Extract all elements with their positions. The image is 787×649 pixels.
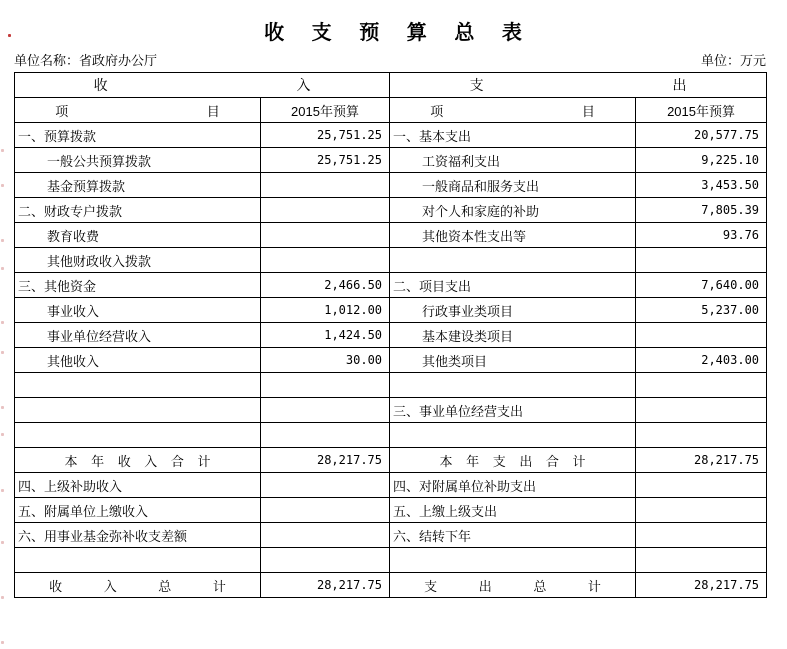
expense-value-cell[interactable]: 7,805.39 [636, 198, 767, 223]
table-row [15, 148, 767, 173]
income-value-cell[interactable] [261, 223, 390, 248]
expense-value-cell[interactable] [636, 248, 767, 273]
expense-item-cell[interactable]: 基本建设类项目 [390, 323, 636, 348]
table-body [15, 73, 767, 598]
table-row [15, 448, 767, 473]
table-row [15, 523, 767, 548]
income-item-cell[interactable]: 一、预算拨款 [15, 123, 261, 148]
income-value-cell[interactable] [261, 498, 390, 523]
expense-item-cell[interactable]: 二、项目支出 [390, 273, 636, 298]
table-row [15, 423, 767, 448]
expense-value-cell[interactable] [636, 498, 767, 523]
income-item-cell[interactable] [15, 373, 261, 398]
artifact-speck [1, 433, 4, 436]
income-item-cell[interactable] [15, 423, 261, 448]
artifact-speck [8, 34, 11, 37]
income-item-column-header: 项 目 [15, 98, 261, 123]
income-value-cell[interactable]: 1,012.00 [261, 298, 390, 323]
expense-value-cell[interactable] [636, 523, 767, 548]
income-item-cell[interactable]: 本 年 收 入 合 计 [15, 448, 261, 473]
table-row [15, 548, 767, 573]
income-value-cell[interactable] [261, 473, 390, 498]
income-value-cell[interactable]: 28,217.75 [261, 573, 390, 598]
expense-item-cell[interactable]: 其他资本性支出等 [390, 223, 636, 248]
expense-item-cell[interactable] [390, 423, 636, 448]
income-value-cell[interactable]: 25,751.25 [261, 123, 390, 148]
unit-of-measure-label: 单位：万元 [700, 53, 766, 68]
table-row [15, 573, 767, 598]
expense-item-cell[interactable]: 工资福利支出 [390, 148, 636, 173]
expense-value-cell[interactable]: 5,237.00 [636, 298, 767, 323]
expense-value-cell[interactable]: 7,640.00 [636, 273, 767, 298]
income-value-cell[interactable]: 2,466.50 [261, 273, 390, 298]
income-item-cell[interactable]: 收 入 总 计 [15, 573, 261, 598]
income-value-cell[interactable]: 25,751.25 [261, 148, 390, 173]
expense-item-cell[interactable] [390, 373, 636, 398]
income-value-cell[interactable] [261, 198, 390, 223]
table-row [15, 123, 767, 148]
expense-value-cell[interactable]: 28,217.75 [636, 448, 767, 473]
table-row [15, 373, 767, 398]
expense-value-cell[interactable]: 9,225.10 [636, 148, 767, 173]
artifact-speck [1, 267, 4, 270]
unit-name-label: 单位名称：省政府办公厅 [14, 53, 158, 68]
table-row [15, 198, 767, 223]
expense-item-cell[interactable] [390, 248, 636, 273]
table-row [15, 273, 767, 298]
income-item-cell[interactable]: 事业收入 [15, 298, 261, 323]
section-header-row [15, 73, 767, 98]
table-row [15, 298, 767, 323]
expense-value-cell[interactable]: 3,453.50 [636, 173, 767, 198]
artifact-speck [1, 351, 4, 354]
income-item-cell[interactable]: 二、财政专户拨款 [15, 198, 261, 223]
income-value-cell[interactable] [261, 523, 390, 548]
expense-value-cell[interactable]: 28,217.75 [636, 573, 767, 598]
table-row [15, 173, 767, 198]
expense-item-cell[interactable]: 对个人和家庭的补助 [390, 198, 636, 223]
expense-value-cell[interactable] [636, 323, 767, 348]
expense-item-cell[interactable]: 四、对附属单位补助支出 [390, 473, 636, 498]
expense-item-cell[interactable]: 支 出 总 计 [390, 573, 636, 598]
expense-value-cell[interactable] [636, 473, 767, 498]
income-value-cell[interactable] [261, 173, 390, 198]
subheader [14, 52, 766, 70]
expense-item-cell[interactable]: 行政事业类项目 [390, 298, 636, 323]
income-item-cell[interactable]: 教育收费 [15, 223, 261, 248]
income-item-cell[interactable]: 六、用事业基金弥补收支差额 [15, 523, 261, 548]
expense-item-cell[interactable]: 其他类项目 [390, 348, 636, 373]
artifact-speck [1, 149, 4, 152]
expense-item-cell[interactable] [390, 548, 636, 573]
income-value-cell[interactable]: 28,217.75 [261, 448, 390, 473]
income-item-cell[interactable]: 四、上级补助收入 [15, 473, 261, 498]
artifact-speck [1, 184, 4, 187]
expense-item-cell[interactable]: 六、结转下年 [390, 523, 636, 548]
artifact-speck [1, 406, 4, 409]
artifact-speck [1, 641, 4, 644]
table-row [15, 473, 767, 498]
table-row [15, 498, 767, 523]
artifact-speck [1, 596, 4, 599]
income-item-cell[interactable]: 事业单位经营收入 [15, 323, 261, 348]
income-item-cell[interactable]: 三、其他资金 [15, 273, 261, 298]
table-row [15, 398, 767, 423]
income-value-cell[interactable] [261, 373, 390, 398]
expense-item-column-header: 项 目 [390, 98, 636, 123]
income-value-cell[interactable] [261, 248, 390, 273]
expense-item-cell[interactable]: 三、事业单位经营支出 [390, 398, 636, 423]
income-item-cell[interactable]: 其他收入 [15, 348, 261, 373]
expense-budget-column-header: 2015年预算 [636, 98, 767, 123]
expense-value-cell[interactable] [636, 398, 767, 423]
expense-section-header: 支 出 [390, 73, 767, 98]
table-row [15, 348, 767, 373]
artifact-speck [1, 239, 4, 242]
page-title: 收 支 预 算 总 表 [264, 22, 523, 44]
income-item-cell[interactable] [15, 398, 261, 423]
income-value-cell[interactable] [261, 548, 390, 573]
income-budget-column-header: 2015年预算 [261, 98, 390, 123]
income-value-cell[interactable]: 30.00 [261, 348, 390, 373]
income-item-cell[interactable]: 一般公共预算拨款 [15, 148, 261, 173]
income-item-cell[interactable]: 五、附属单位上缴收入 [15, 498, 261, 523]
artifact-speck [1, 541, 4, 544]
income-item-cell[interactable]: 其他财政收入拨款 [15, 248, 261, 273]
expense-item-cell[interactable]: 本 年 支 出 合 计 [390, 448, 636, 473]
expense-value-cell[interactable] [636, 548, 767, 573]
table-row [15, 223, 767, 248]
expense-value-cell[interactable]: 2,403.00 [636, 348, 767, 373]
expense-value-cell[interactable] [636, 423, 767, 448]
income-item-cell[interactable]: 基金预算拨款 [15, 173, 261, 198]
income-section-header: 收 入 [15, 73, 390, 98]
budget-table [14, 72, 767, 598]
income-value-cell[interactable] [261, 423, 390, 448]
expense-value-cell[interactable]: 93.76 [636, 223, 767, 248]
expense-item-cell[interactable]: 五、上缴上级支出 [390, 498, 636, 523]
expense-value-cell[interactable] [636, 373, 767, 398]
artifact-speck [1, 489, 4, 492]
income-value-cell[interactable]: 1,424.50 [261, 323, 390, 348]
table-row [15, 323, 767, 348]
income-value-cell[interactable] [261, 398, 390, 423]
expense-item-cell[interactable]: 一、基本支出 [390, 123, 636, 148]
artifact-speck [1, 321, 4, 324]
column-header-row [15, 98, 767, 123]
expense-value-cell[interactable]: 20,577.75 [636, 123, 767, 148]
table-row [15, 248, 767, 273]
income-item-cell[interactable] [15, 548, 261, 573]
expense-item-cell[interactable]: 一般商品和服务支出 [390, 173, 636, 198]
